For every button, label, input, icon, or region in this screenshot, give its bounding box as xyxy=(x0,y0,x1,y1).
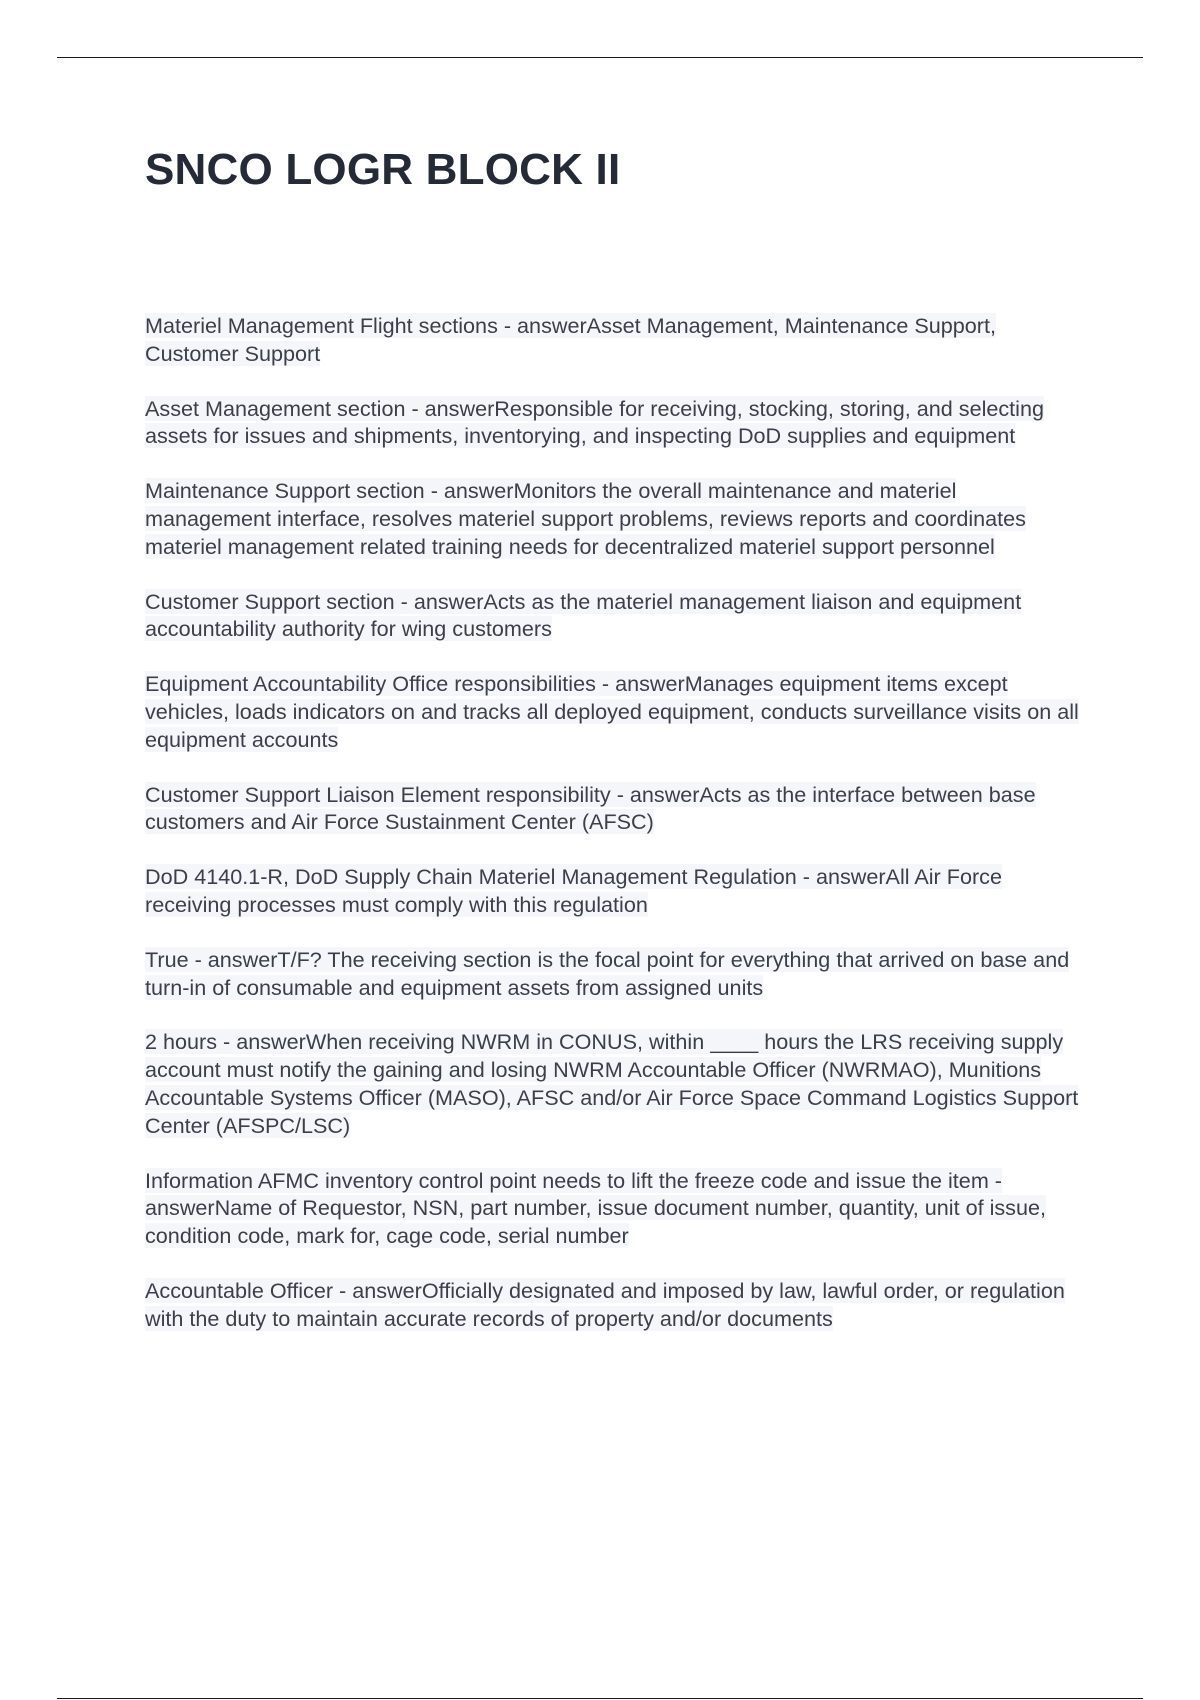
qa-item-text: 2 hours - answerWhen receiving NWRM in CONUS, within ____ hours the LRS receiving supply account must notify the gaining and losing NWRM Accountable Officer (NWRMAO), Munitions Accountable Systems Officer (MASO), AFSC and/or Air Force Space Command Logistics Support Center (AFSPC/LSC) xyxy=(145,1029,1079,1138)
qa-item-text: DoD 4140.1-R, DoD Supply Chain Materiel Management Regulation - answerAll Air Force receiving processes must comply with this regulation xyxy=(145,864,1002,917)
qa-item-text: Information AFMC inventory control point needs to lift the freeze code and issue the item - answerName of Requestor, NSN, part number, issue document number, quantity, unit of issue, condition code, mark for, cage code, serial number xyxy=(145,1167,1046,1249)
qa-item xyxy=(145,477,1085,560)
qa-item xyxy=(145,781,1085,837)
top-rule xyxy=(57,57,1143,58)
qa-item xyxy=(145,395,1085,451)
qa-item xyxy=(145,863,1085,919)
qa-list xyxy=(145,312,1085,1360)
qa-item-text: Customer Support Liaison Element responsibility - answerActs as the interface between base customers and Air Force Sustainment Center (AFSC) xyxy=(145,781,1036,835)
qa-item xyxy=(145,1277,1085,1333)
qa-item-text: Customer Support section - answerActs as the materiel management liaison and equipment accountability authority for wing customers xyxy=(145,588,1022,642)
qa-item xyxy=(145,1167,1085,1250)
qa-item xyxy=(145,670,1085,753)
qa-item-text: Accountable Officer - answerOfficially designated and imposed by law, lawful order, or regulation with the duty to maintain accurate records of property and/or documents xyxy=(145,1277,1065,1331)
page-title: SNCO LOGR BLOCK II xyxy=(145,145,621,194)
qa-item-text: True - answerT/F? The receiving section is the focal point for everything that arrived on base and turn-in of consumable and equipment assets from assigned units xyxy=(145,946,1070,1000)
bottom-rule xyxy=(57,1698,1143,1699)
qa-item xyxy=(145,1028,1085,1139)
qa-item xyxy=(145,312,1085,368)
qa-item xyxy=(145,946,1085,1002)
qa-item xyxy=(145,588,1085,644)
qa-item-text: Maintenance Support section - answerMonitors the overall maintenance and materiel management interface, resolves materiel support problems, reviews reports and coordinates materiel management related training needs for decentralized materiel support personnel xyxy=(145,478,1026,559)
qa-item-text: Materiel Management Flight sections - answerAsset Management, Maintenance Support, Customer Support xyxy=(145,313,996,366)
qa-item-text: Asset Management section - answerResponsible for receiving, stocking, storing, and selecting assets for issues and shipments, inventorying, and inspecting DoD supplies and equipment xyxy=(145,395,1044,449)
qa-item-text: Equipment Accountability Office responsibilities - answerManages equipment items except vehicles, loads indicators on and tracks all deployed equipment, conducts surveillance visits on all equipment accounts xyxy=(145,671,1079,752)
